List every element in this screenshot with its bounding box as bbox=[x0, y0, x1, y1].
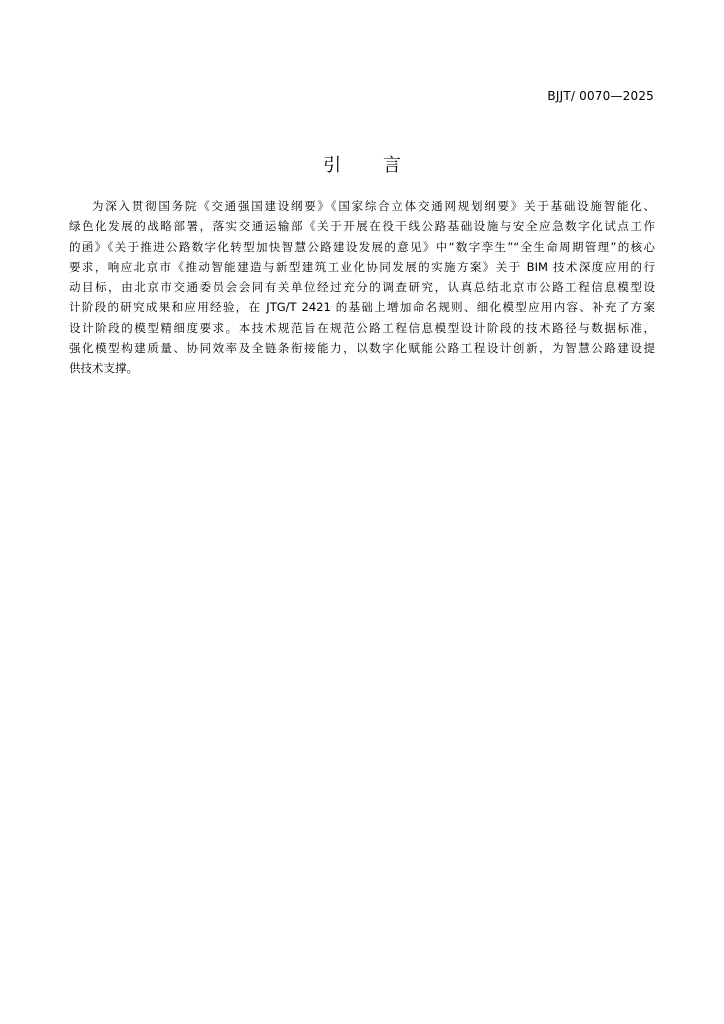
introduction-paragraph bbox=[69, 196, 655, 379]
paragraph-line: 绿色化发展的战略部署，落实交通运输部《关于开展在役干线公路基础设施与安全应急数字化试点工作 bbox=[69, 219, 655, 234]
paragraph-line: 为深入贯彻国务院《交通强国建设纲要》《国家综合立体交通网规划纲要》关于基础设施智能化、 bbox=[92, 199, 655, 213]
paragraph-line: 的函》《关于推进公路数字化转型加快智慧公路建设发展的意见》中“数字孪生”“全生命周期管理”的核心 bbox=[69, 239, 655, 254]
paragraph-line: 设计阶段的模型精细度要求。本技术规范旨在规范公路工程信息模型设计阶段的技术路径与数据标准， bbox=[69, 320, 655, 335]
section-title: 引 言 bbox=[323, 155, 419, 176]
document-code: BJJT/ 0070—2025 bbox=[547, 89, 654, 103]
paragraph-line: 强化模型构建质量、协同效率及全链条衔接能力，以数字化赋能公路工程设计创新，为智慧公路建设提 bbox=[69, 341, 655, 356]
paragraph-line: 动目标，由北京市交通委员会会同有关单位经过充分的调查研究，认真总结北京市公路工程信息模型设 bbox=[69, 280, 655, 295]
paragraph-line: 供技术支撑。 bbox=[69, 361, 138, 376]
paragraph-line: 计阶段的研究成果和应用经验，在 JTG/T 2421 的基础上增加命名规则、细化模型应用内容、补充了方案 bbox=[69, 300, 655, 315]
paragraph-line: 要求，响应北京市《推动智能建造与新型建筑工业化协同发展的实施方案》关于 BIM 技术深度应用的行 bbox=[69, 259, 655, 274]
